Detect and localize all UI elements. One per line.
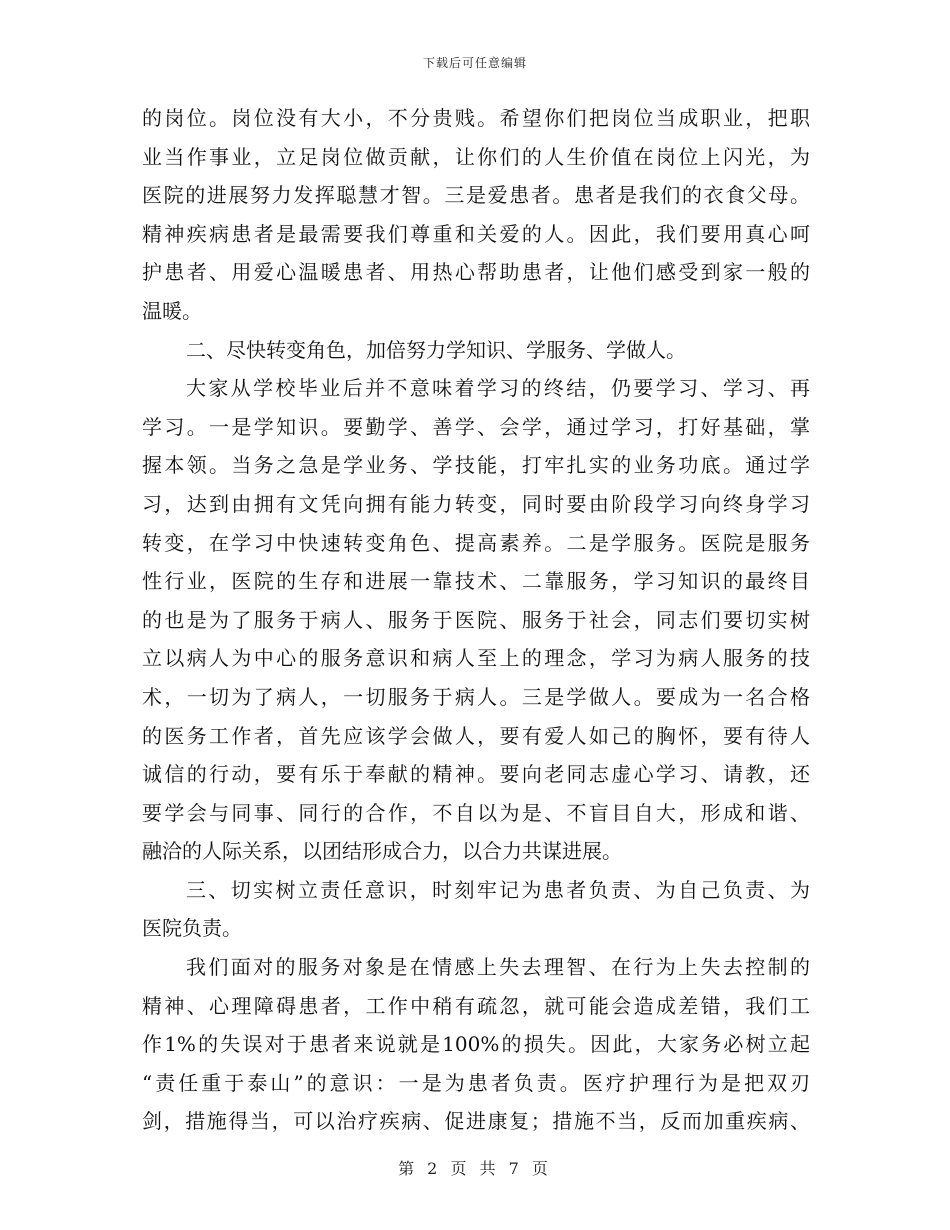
text-line: 我们面对的服务对象是在情感上失去理智、在行为上失去控制的 — [186, 955, 810, 980]
text-line: 大家从学校毕业后并不意味着学习的终结，仍要学习、学习、再 — [186, 376, 810, 401]
text-line: 温暖。 — [142, 298, 202, 323]
body-text — [142, 99, 810, 1141]
text-line: 精神疾病患者是最需要我们尊重和关爱的人。因此，我们要用真心呵 — [142, 221, 810, 246]
text-line: 立以病人为中心的服务意识和病人至上的理念，学习为病人服务的技 — [142, 646, 810, 671]
text-line: 性行业，医院的生存和进展一靠技术、二靠服务，学习知识的最终目 — [142, 569, 810, 594]
text-line: 习，达到由拥有文凭向拥有能力转变，同时要由阶段学习向终身学习 — [142, 491, 810, 516]
text-line: 转变，在学习中快速转变角色、提高素养。二是学服务。医院是服务 — [142, 530, 810, 555]
text-line: 的也是为了服务于病人、服务于医院、服务于社会，同志们要切实树 — [142, 607, 810, 632]
text-line: 融洽的人际关系，以团结形成合力，以合力共谋进展。 — [142, 839, 622, 864]
text-line: 作1%的失误对于患者来说就是100%的损失。因此，大家务必树立起 — [142, 1032, 810, 1057]
text-line: 要学会与同事、同行的合作，不自以为是、不盲目自大，形成和谐、 — [142, 800, 810, 825]
text-line: 剑，措施得当，可以治疗疾病、促进康复；措施不当，反而加重疾病、 — [142, 1109, 810, 1134]
text-line: 护患者、用爱心温暖患者、用热心帮助患者，让他们感受到家一般的 — [142, 260, 810, 285]
text-line: “责任重于泰山”的意识：一是为患者负责。医疗护理行为是把双刃 — [142, 1070, 810, 1095]
text-line: 的医务工作者，首先应该学会做人，要有爱人如己的胸怀，要有待人 — [142, 723, 810, 748]
page-header: 下载后可任意编辑 — [422, 56, 527, 70]
text-line: 医院负责。 — [142, 916, 242, 941]
text-line: 诚信的行动，要有乐于奉献的精神。要向老同志虚心学习、请教，还 — [142, 762, 810, 787]
text-line: 精神、心理障碍患者，工作中稍有疏忽，就可能会造成差错，我们工 — [142, 993, 810, 1018]
text-line: 二、尽快转变角色，加倍努力学知识、学服务、学做人。 — [186, 337, 686, 362]
text-line: 握本领。当务之急是学业务、学技能，打牢扎实的业务功底。通过学 — [142, 453, 810, 478]
text-line: 的岗位。岗位没有大小，不分贵贱。希望你们把岗位当成职业，把职 — [142, 106, 810, 130]
text-line: 术，一切为了病人，一切服务于病人。三是学做人。要成为一名合格 — [142, 684, 810, 709]
text-line: 医院的进展努力发挥聪慧才智。三是爱患者。患者是我们的衣食父母。 — [142, 183, 810, 208]
text-line: 业当作事业，立足岗位做贡献，让你们的人生价值在岗位上闪光，为 — [142, 144, 810, 169]
text-line: 三、切实树立责任意识，时刻牢记为患者负责、为自己负责、为 — [186, 877, 810, 902]
text-line: 学习。一是学知识。要勤学、善学、会学，通过学习，打好基础，掌 — [142, 414, 810, 439]
page-footer: 第 2 页 共 7 页 — [398, 1159, 552, 1178]
